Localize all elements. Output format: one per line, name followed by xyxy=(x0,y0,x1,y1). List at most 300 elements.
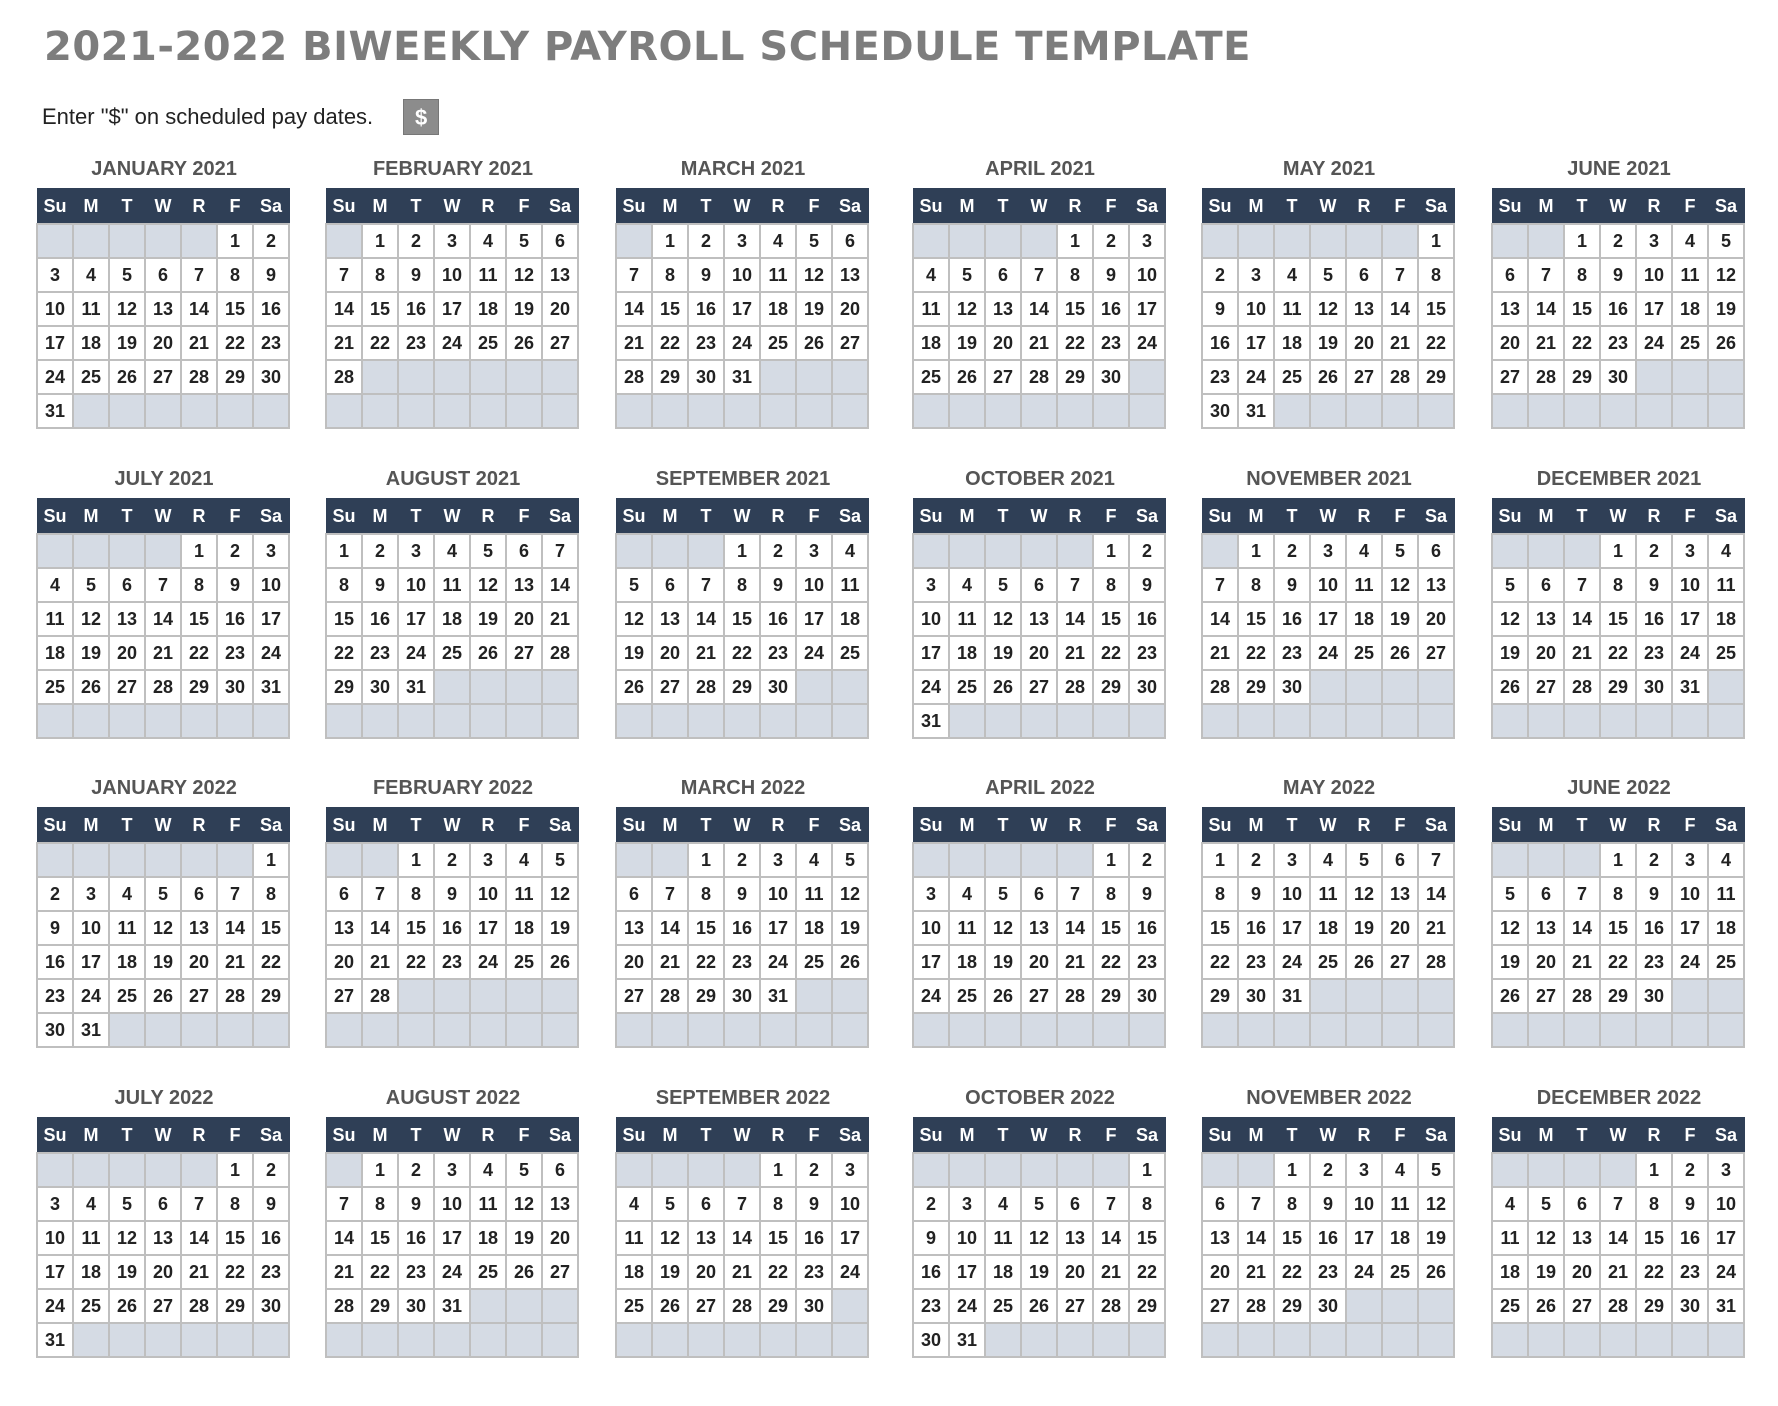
day-cell[interactable]: 21 xyxy=(1021,326,1057,360)
day-cell[interactable]: 19 xyxy=(506,1221,542,1255)
day-cell[interactable]: 5 xyxy=(73,568,109,602)
day-cell[interactable]: 20 xyxy=(145,1255,181,1289)
day-cell[interactable]: 25 xyxy=(949,670,985,704)
day-cell[interactable]: 10 xyxy=(398,568,434,602)
day-cell[interactable]: 21 xyxy=(1418,911,1454,945)
day-cell[interactable]: 5 xyxy=(616,568,652,602)
day-cell[interactable]: 15 xyxy=(362,292,398,326)
day-cell[interactable]: 2 xyxy=(37,877,73,911)
day-cell[interactable]: 17 xyxy=(796,602,832,636)
day-cell[interactable]: 18 xyxy=(1672,292,1708,326)
day-cell[interactable]: 5 xyxy=(470,534,506,568)
day-cell[interactable]: 19 xyxy=(832,911,868,945)
day-cell[interactable]: 24 xyxy=(832,1255,868,1289)
day-cell[interactable]: 16 xyxy=(1202,326,1238,360)
day-cell[interactable]: 15 xyxy=(217,1221,253,1255)
day-cell[interactable]: 5 xyxy=(506,224,542,258)
day-cell[interactable]: 28 xyxy=(1057,979,1093,1013)
day-cell[interactable]: 23 xyxy=(1238,945,1274,979)
day-cell[interactable]: 23 xyxy=(1636,636,1672,670)
day-cell[interactable]: 14 xyxy=(724,1221,760,1255)
day-cell[interactable]: 22 xyxy=(181,636,217,670)
day-cell[interactable]: 20 xyxy=(652,636,688,670)
day-cell[interactable]: 26 xyxy=(506,1255,542,1289)
day-cell[interactable]: 11 xyxy=(1382,1187,1418,1221)
day-cell[interactable]: 5 xyxy=(1708,224,1744,258)
day-cell[interactable]: 22 xyxy=(217,326,253,360)
day-cell[interactable]: 16 xyxy=(1129,911,1165,945)
day-cell[interactable]: 3 xyxy=(949,1187,985,1221)
day-cell[interactable]: 20 xyxy=(506,602,542,636)
day-cell[interactable]: 8 xyxy=(688,877,724,911)
day-cell[interactable]: 28 xyxy=(1238,1289,1274,1323)
day-cell[interactable]: 24 xyxy=(949,1289,985,1323)
day-cell[interactable]: 17 xyxy=(1238,326,1274,360)
day-cell[interactable]: 5 xyxy=(109,1187,145,1221)
day-cell[interactable]: 17 xyxy=(1672,911,1708,945)
day-cell[interactable]: 9 xyxy=(1093,258,1129,292)
day-cell[interactable]: 31 xyxy=(1238,394,1274,428)
day-cell[interactable]: 27 xyxy=(326,979,362,1013)
day-cell[interactable]: 3 xyxy=(832,1153,868,1187)
day-cell[interactable]: 21 xyxy=(1238,1255,1274,1289)
day-cell[interactable]: 21 xyxy=(1528,326,1564,360)
day-cell[interactable]: 23 xyxy=(1129,945,1165,979)
day-cell[interactable]: 12 xyxy=(985,911,1021,945)
day-cell[interactable]: 12 xyxy=(542,877,578,911)
day-cell[interactable]: 2 xyxy=(253,224,289,258)
day-cell[interactable]: 12 xyxy=(1346,877,1382,911)
day-cell[interactable]: 15 xyxy=(652,292,688,326)
day-cell[interactable]: 5 xyxy=(506,1153,542,1187)
day-cell[interactable]: 24 xyxy=(37,360,73,394)
day-cell[interactable]: 21 xyxy=(1564,945,1600,979)
day-cell[interactable]: 20 xyxy=(616,945,652,979)
day-cell[interactable]: 29 xyxy=(724,670,760,704)
day-cell[interactable]: 27 xyxy=(542,326,578,360)
day-cell[interactable]: 17 xyxy=(470,911,506,945)
day-cell[interactable]: 16 xyxy=(1274,602,1310,636)
day-cell[interactable]: 21 xyxy=(542,602,578,636)
day-cell[interactable]: 7 xyxy=(326,1187,362,1221)
day-cell[interactable]: 5 xyxy=(652,1187,688,1221)
day-cell[interactable]: 7 xyxy=(181,1187,217,1221)
day-cell[interactable]: 8 xyxy=(1418,258,1454,292)
day-cell[interactable]: 2 xyxy=(1672,1153,1708,1187)
day-cell[interactable]: 22 xyxy=(217,1255,253,1289)
day-cell[interactable]: 17 xyxy=(434,1221,470,1255)
day-cell[interactable]: 29 xyxy=(1093,979,1129,1013)
day-cell[interactable]: 10 xyxy=(1238,292,1274,326)
day-cell[interactable]: 24 xyxy=(1238,360,1274,394)
day-cell[interactable]: 27 xyxy=(1382,945,1418,979)
day-cell[interactable]: 25 xyxy=(1708,945,1744,979)
day-cell[interactable]: 3 xyxy=(796,534,832,568)
day-cell[interactable]: 18 xyxy=(1274,326,1310,360)
day-cell[interactable]: 9 xyxy=(724,877,760,911)
day-cell[interactable]: 7 xyxy=(542,534,578,568)
day-cell[interactable]: 5 xyxy=(1528,1187,1564,1221)
day-cell[interactable]: 16 xyxy=(1600,292,1636,326)
day-cell[interactable]: 13 xyxy=(1057,1221,1093,1255)
day-cell[interactable]: 16 xyxy=(398,292,434,326)
day-cell[interactable]: 1 xyxy=(724,534,760,568)
day-cell[interactable]: 17 xyxy=(760,911,796,945)
day-cell[interactable]: 1 xyxy=(362,224,398,258)
day-cell[interactable]: 8 xyxy=(1093,568,1129,602)
day-cell[interactable]: 10 xyxy=(913,911,949,945)
day-cell[interactable]: 14 xyxy=(1382,292,1418,326)
day-cell[interactable]: 14 xyxy=(1418,877,1454,911)
day-cell[interactable]: 23 xyxy=(1636,945,1672,979)
day-cell[interactable]: 3 xyxy=(1672,534,1708,568)
day-cell[interactable]: 27 xyxy=(109,670,145,704)
day-cell[interactable]: 2 xyxy=(1129,534,1165,568)
day-cell[interactable]: 29 xyxy=(1418,360,1454,394)
day-cell[interactable]: 17 xyxy=(434,292,470,326)
day-cell[interactable]: 15 xyxy=(1636,1221,1672,1255)
day-cell[interactable]: 5 xyxy=(145,877,181,911)
day-cell[interactable]: 21 xyxy=(1600,1255,1636,1289)
day-cell[interactable]: 20 xyxy=(688,1255,724,1289)
day-cell[interactable]: 23 xyxy=(760,636,796,670)
day-cell[interactable]: 16 xyxy=(760,602,796,636)
day-cell[interactable]: 29 xyxy=(326,670,362,704)
day-cell[interactable]: 28 xyxy=(724,1289,760,1323)
day-cell[interactable]: 28 xyxy=(1528,360,1564,394)
day-cell[interactable]: 10 xyxy=(470,877,506,911)
day-cell[interactable]: 19 xyxy=(1492,945,1528,979)
day-cell[interactable]: 23 xyxy=(253,1255,289,1289)
day-cell[interactable]: 27 xyxy=(506,636,542,670)
day-cell[interactable]: 26 xyxy=(985,670,1021,704)
day-cell[interactable]: 26 xyxy=(796,326,832,360)
day-cell[interactable]: 31 xyxy=(37,1323,73,1357)
day-cell[interactable]: 29 xyxy=(1600,979,1636,1013)
day-cell[interactable]: 31 xyxy=(760,979,796,1013)
day-cell[interactable]: 14 xyxy=(688,602,724,636)
day-cell[interactable]: 8 xyxy=(362,1187,398,1221)
day-cell[interactable]: 10 xyxy=(253,568,289,602)
day-cell[interactable]: 16 xyxy=(1310,1221,1346,1255)
day-cell[interactable]: 7 xyxy=(724,1187,760,1221)
day-cell[interactable]: 30 xyxy=(217,670,253,704)
day-cell[interactable]: 23 xyxy=(398,326,434,360)
day-cell[interactable]: 22 xyxy=(1564,326,1600,360)
day-cell[interactable]: 26 xyxy=(832,945,868,979)
day-cell[interactable]: 17 xyxy=(949,1255,985,1289)
day-cell[interactable]: 9 xyxy=(688,258,724,292)
day-cell[interactable]: 9 xyxy=(1636,877,1672,911)
day-cell[interactable]: 2 xyxy=(217,534,253,568)
day-cell[interactable]: 5 xyxy=(985,568,1021,602)
day-cell[interactable]: 22 xyxy=(760,1255,796,1289)
day-cell[interactable]: 17 xyxy=(37,1255,73,1289)
day-cell[interactable]: 19 xyxy=(616,636,652,670)
day-cell[interactable]: 11 xyxy=(985,1221,1021,1255)
day-cell[interactable]: 11 xyxy=(616,1221,652,1255)
day-cell[interactable]: 15 xyxy=(1129,1221,1165,1255)
day-cell[interactable]: 8 xyxy=(1636,1187,1672,1221)
day-cell[interactable]: 15 xyxy=(217,292,253,326)
day-cell[interactable]: 27 xyxy=(1492,360,1528,394)
day-cell[interactable]: 19 xyxy=(1346,911,1382,945)
day-cell[interactable]: 19 xyxy=(652,1255,688,1289)
day-cell[interactable]: 8 xyxy=(1274,1187,1310,1221)
day-cell[interactable]: 9 xyxy=(253,258,289,292)
day-cell[interactable]: 29 xyxy=(362,1289,398,1323)
day-cell[interactable]: 3 xyxy=(1310,534,1346,568)
day-cell[interactable]: 26 xyxy=(470,636,506,670)
day-cell[interactable]: 7 xyxy=(1382,258,1418,292)
day-cell[interactable]: 16 xyxy=(253,1221,289,1255)
day-cell[interactable]: 7 xyxy=(1528,258,1564,292)
day-cell[interactable]: 27 xyxy=(1528,670,1564,704)
day-cell[interactable]: 23 xyxy=(362,636,398,670)
day-cell[interactable]: 30 xyxy=(1093,360,1129,394)
day-cell[interactable]: 16 xyxy=(1238,911,1274,945)
day-cell[interactable]: 12 xyxy=(1418,1187,1454,1221)
day-cell[interactable]: 29 xyxy=(1057,360,1093,394)
day-cell[interactable]: 25 xyxy=(434,636,470,670)
day-cell[interactable]: 24 xyxy=(1274,945,1310,979)
day-cell[interactable]: 18 xyxy=(1708,911,1744,945)
day-cell[interactable]: 10 xyxy=(1310,568,1346,602)
day-cell[interactable]: 15 xyxy=(1600,602,1636,636)
day-cell[interactable]: 18 xyxy=(73,1255,109,1289)
day-cell[interactable]: 28 xyxy=(688,670,724,704)
day-cell[interactable]: 3 xyxy=(37,1187,73,1221)
day-cell[interactable]: 28 xyxy=(542,636,578,670)
day-cell[interactable]: 1 xyxy=(1274,1153,1310,1187)
day-cell[interactable]: 16 xyxy=(434,911,470,945)
day-cell[interactable]: 7 xyxy=(1093,1187,1129,1221)
day-cell[interactable]: 13 xyxy=(1528,911,1564,945)
day-cell[interactable]: 6 xyxy=(1564,1187,1600,1221)
day-cell[interactable]: 11 xyxy=(37,602,73,636)
day-cell[interactable]: 4 xyxy=(760,224,796,258)
day-cell[interactable]: 6 xyxy=(985,258,1021,292)
day-cell[interactable]: 6 xyxy=(1057,1187,1093,1221)
day-cell[interactable]: 7 xyxy=(326,258,362,292)
day-cell[interactable]: 21 xyxy=(1057,945,1093,979)
day-cell[interactable]: 30 xyxy=(1129,979,1165,1013)
day-cell[interactable]: 30 xyxy=(253,360,289,394)
day-cell[interactable]: 27 xyxy=(1528,979,1564,1013)
day-cell[interactable]: 20 xyxy=(542,292,578,326)
day-cell[interactable]: 25 xyxy=(506,945,542,979)
day-cell[interactable]: 3 xyxy=(1129,224,1165,258)
day-cell[interactable]: 15 xyxy=(253,911,289,945)
day-cell[interactable]: 10 xyxy=(1274,877,1310,911)
day-cell[interactable]: 1 xyxy=(760,1153,796,1187)
day-cell[interactable]: 16 xyxy=(1672,1221,1708,1255)
day-cell[interactable]: 27 xyxy=(1418,636,1454,670)
day-cell[interactable]: 4 xyxy=(73,1187,109,1221)
day-cell[interactable]: 14 xyxy=(1528,292,1564,326)
day-cell[interactable]: 1 xyxy=(1129,1153,1165,1187)
day-cell[interactable]: 29 xyxy=(652,360,688,394)
day-cell[interactable]: 23 xyxy=(796,1255,832,1289)
day-cell[interactable]: 24 xyxy=(434,326,470,360)
day-cell[interactable]: 6 xyxy=(1528,568,1564,602)
day-cell[interactable]: 11 xyxy=(1310,877,1346,911)
day-cell[interactable]: 1 xyxy=(1600,843,1636,877)
day-cell[interactable]: 2 xyxy=(1636,843,1672,877)
day-cell[interactable]: 31 xyxy=(73,1013,109,1047)
day-cell[interactable]: 14 xyxy=(1202,602,1238,636)
day-cell[interactable]: 3 xyxy=(470,843,506,877)
day-cell[interactable]: 29 xyxy=(181,670,217,704)
day-cell[interactable]: 6 xyxy=(109,568,145,602)
day-cell[interactable]: 21 xyxy=(181,1255,217,1289)
day-cell[interactable]: 1 xyxy=(1600,534,1636,568)
day-cell[interactable]: 28 xyxy=(362,979,398,1013)
day-cell[interactable]: 12 xyxy=(506,258,542,292)
day-cell[interactable]: 1 xyxy=(1093,534,1129,568)
day-cell[interactable]: 6 xyxy=(1021,568,1057,602)
day-cell[interactable]: 1 xyxy=(326,534,362,568)
day-cell[interactable]: 26 xyxy=(949,360,985,394)
day-cell[interactable]: 20 xyxy=(832,292,868,326)
day-cell[interactable]: 21 xyxy=(326,326,362,360)
day-cell[interactable]: 20 xyxy=(1418,602,1454,636)
day-cell[interactable]: 6 xyxy=(652,568,688,602)
day-cell[interactable]: 26 xyxy=(109,360,145,394)
day-cell[interactable]: 3 xyxy=(1346,1153,1382,1187)
day-cell[interactable]: 30 xyxy=(1636,670,1672,704)
day-cell[interactable]: 12 xyxy=(832,877,868,911)
day-cell[interactable]: 10 xyxy=(832,1187,868,1221)
day-cell[interactable]: 6 xyxy=(1202,1187,1238,1221)
day-cell[interactable]: 5 xyxy=(1021,1187,1057,1221)
day-cell[interactable]: 6 xyxy=(1021,877,1057,911)
day-cell[interactable]: 21 xyxy=(1093,1255,1129,1289)
day-cell[interactable]: 28 xyxy=(1202,670,1238,704)
day-cell[interactable]: 12 xyxy=(1492,911,1528,945)
day-cell[interactable]: 19 xyxy=(1310,326,1346,360)
day-cell[interactable]: 25 xyxy=(1346,636,1382,670)
day-cell[interactable]: 24 xyxy=(470,945,506,979)
day-cell[interactable]: 2 xyxy=(724,843,760,877)
day-cell[interactable]: 30 xyxy=(724,979,760,1013)
day-cell[interactable]: 21 xyxy=(326,1255,362,1289)
day-cell[interactable]: 29 xyxy=(1202,979,1238,1013)
day-cell[interactable]: 23 xyxy=(1600,326,1636,360)
day-cell[interactable]: 19 xyxy=(145,945,181,979)
day-cell[interactable]: 2 xyxy=(362,534,398,568)
day-cell[interactable]: 4 xyxy=(1708,843,1744,877)
day-cell[interactable]: 6 xyxy=(542,1153,578,1187)
day-cell[interactable]: 25 xyxy=(1708,636,1744,670)
day-cell[interactable]: 8 xyxy=(760,1187,796,1221)
day-cell[interactable]: 25 xyxy=(37,670,73,704)
day-cell[interactable]: 1 xyxy=(1093,843,1129,877)
day-cell[interactable]: 24 xyxy=(1672,636,1708,670)
day-cell[interactable]: 15 xyxy=(362,1221,398,1255)
day-cell[interactable]: 20 xyxy=(1021,636,1057,670)
day-cell[interactable]: 2 xyxy=(1238,843,1274,877)
day-cell[interactable]: 24 xyxy=(1310,636,1346,670)
day-cell[interactable]: 30 xyxy=(398,1289,434,1323)
day-cell[interactable]: 20 xyxy=(985,326,1021,360)
day-cell[interactable]: 13 xyxy=(1492,292,1528,326)
day-cell[interactable]: 12 xyxy=(985,602,1021,636)
day-cell[interactable]: 22 xyxy=(1600,945,1636,979)
day-cell[interactable]: 5 xyxy=(109,258,145,292)
day-cell[interactable]: 29 xyxy=(1238,670,1274,704)
day-cell[interactable]: 4 xyxy=(949,568,985,602)
day-cell[interactable]: 16 xyxy=(688,292,724,326)
day-cell[interactable]: 22 xyxy=(1418,326,1454,360)
day-cell[interactable]: 31 xyxy=(253,670,289,704)
day-cell[interactable]: 7 xyxy=(217,877,253,911)
day-cell[interactable]: 6 xyxy=(542,224,578,258)
day-cell[interactable]: 8 xyxy=(1057,258,1093,292)
day-cell[interactable]: 10 xyxy=(724,258,760,292)
day-cell[interactable]: 5 xyxy=(1310,258,1346,292)
day-cell[interactable]: 13 xyxy=(1021,911,1057,945)
day-cell[interactable]: 27 xyxy=(1564,1289,1600,1323)
day-cell[interactable]: 26 xyxy=(616,670,652,704)
day-cell[interactable]: 25 xyxy=(73,1289,109,1323)
day-cell[interactable]: 14 xyxy=(1021,292,1057,326)
day-cell[interactable]: 1 xyxy=(1418,224,1454,258)
day-cell[interactable]: 8 xyxy=(181,568,217,602)
day-cell[interactable]: 10 xyxy=(796,568,832,602)
day-cell[interactable]: 22 xyxy=(362,1255,398,1289)
day-cell[interactable]: 30 xyxy=(1310,1289,1346,1323)
day-cell[interactable]: 26 xyxy=(652,1289,688,1323)
day-cell[interactable]: 3 xyxy=(760,843,796,877)
day-cell[interactable]: 1 xyxy=(217,1153,253,1187)
day-cell[interactable]: 19 xyxy=(470,602,506,636)
day-cell[interactable]: 23 xyxy=(913,1289,949,1323)
day-cell[interactable]: 25 xyxy=(832,636,868,670)
day-cell[interactable]: 4 xyxy=(1274,258,1310,292)
day-cell[interactable]: 1 xyxy=(181,534,217,568)
day-cell[interactable]: 10 xyxy=(1672,877,1708,911)
day-cell[interactable]: 3 xyxy=(724,224,760,258)
day-cell[interactable]: 30 xyxy=(1129,670,1165,704)
day-cell[interactable]: 9 xyxy=(1202,292,1238,326)
day-cell[interactable]: 27 xyxy=(832,326,868,360)
day-cell[interactable]: 15 xyxy=(1093,911,1129,945)
day-cell[interactable]: 19 xyxy=(1492,636,1528,670)
day-cell[interactable]: 11 xyxy=(832,568,868,602)
day-cell[interactable]: 30 xyxy=(1600,360,1636,394)
day-cell[interactable]: 2 xyxy=(434,843,470,877)
day-cell[interactable]: 21 xyxy=(688,636,724,670)
day-cell[interactable]: 28 xyxy=(1600,1289,1636,1323)
day-cell[interactable]: 24 xyxy=(760,945,796,979)
day-cell[interactable]: 4 xyxy=(796,843,832,877)
day-cell[interactable]: 15 xyxy=(398,911,434,945)
day-cell[interactable]: 14 xyxy=(1564,602,1600,636)
day-cell[interactable]: 12 xyxy=(796,258,832,292)
day-cell[interactable]: 3 xyxy=(398,534,434,568)
day-cell[interactable]: 16 xyxy=(724,911,760,945)
day-cell[interactable]: 29 xyxy=(688,979,724,1013)
day-cell[interactable]: 30 xyxy=(1238,979,1274,1013)
day-cell[interactable]: 1 xyxy=(398,843,434,877)
day-cell[interactable]: 12 xyxy=(1708,258,1744,292)
day-cell[interactable]: 22 xyxy=(1129,1255,1165,1289)
day-cell[interactable]: 2 xyxy=(253,1153,289,1187)
day-cell[interactable]: 26 xyxy=(1528,1289,1564,1323)
day-cell[interactable]: 8 xyxy=(398,877,434,911)
day-cell[interactable]: 2 xyxy=(1202,258,1238,292)
